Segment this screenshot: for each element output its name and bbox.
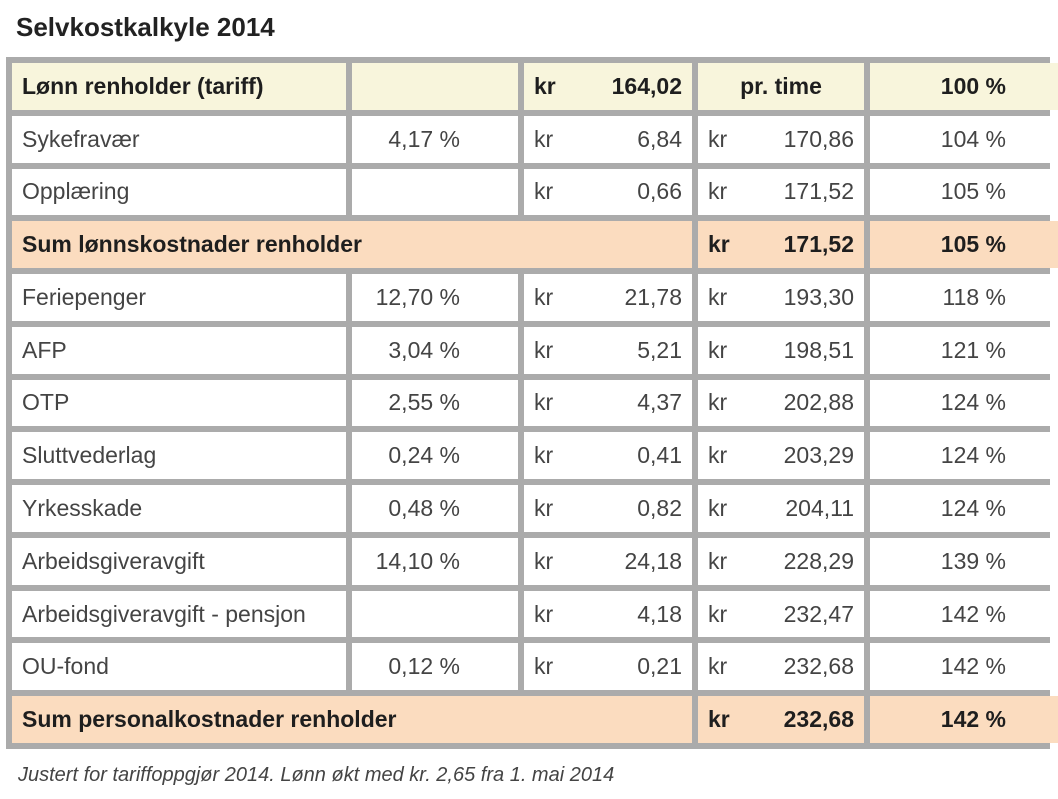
row-amount-cell <box>524 327 692 374</box>
header-label: Lønn renholder (tariff) <box>12 63 346 110</box>
row-label: Sykefravær <box>12 116 346 163</box>
row-cum-cell <box>698 380 864 427</box>
footnote: Justert for tariffoppgjør 2014. Lønn økt med kr. 2,65 fra 1. mai 2014 <box>18 764 615 786</box>
sum-total-cell <box>698 696 864 743</box>
sum-total-cell <box>698 221 864 268</box>
row-amount: 0,41 <box>637 442 682 469</box>
header-amount: 164,02 <box>611 72 682 99</box>
currency-label: kr <box>534 389 554 416</box>
row-pct: 124 % <box>870 485 1058 532</box>
row-cum-cell <box>698 116 864 163</box>
currency-label: kr <box>534 125 554 152</box>
header-amount-cell <box>524 63 692 110</box>
row-amount: 0,21 <box>637 653 682 680</box>
currency-label: kr <box>708 125 728 152</box>
row-pct: 104 % <box>870 116 1058 163</box>
row-amount-cell <box>524 591 692 638</box>
row-cum: 204,11 <box>785 495 854 522</box>
row-cum: 171,52 <box>783 178 854 205</box>
currency-label: kr <box>708 547 728 574</box>
currency-label: kr <box>708 495 728 522</box>
row-pct: 142 % <box>870 591 1058 638</box>
row-rate: 0,24 % <box>352 432 518 479</box>
sum-label: Sum personalkostnader renholder <box>12 696 692 743</box>
currency-label: kr <box>534 283 554 310</box>
currency-label: kr <box>708 600 728 627</box>
row-pct: 142 % <box>870 643 1058 690</box>
row-rate: 2,55 % <box>352 380 518 427</box>
row-pct: 139 % <box>870 538 1058 585</box>
row-label: Arbeidsgiveravgift - pensjon <box>12 591 346 638</box>
currency-label: kr <box>708 231 730 258</box>
currency-label: kr <box>708 389 728 416</box>
row-amount-cell <box>524 116 692 163</box>
row-amount: 6,84 <box>637 125 682 152</box>
header-pct: 100 % <box>870 63 1058 110</box>
row-label: OU-fond <box>12 643 346 690</box>
currency-label: kr <box>534 495 554 522</box>
row-amount: 4,37 <box>637 389 682 416</box>
row-amount: 0,82 <box>637 495 682 522</box>
cost-table <box>6 57 1050 749</box>
row-label: Feriepenger <box>12 274 346 321</box>
row-cum-cell <box>698 591 864 638</box>
sum-total: 232,68 <box>783 706 854 733</box>
row-pct: 124 % <box>870 380 1058 427</box>
row-amount-cell <box>524 643 692 690</box>
row-rate: 14,10 % <box>352 538 518 585</box>
row-cum: 198,51 <box>783 336 854 363</box>
row-amount-cell <box>524 485 692 532</box>
currency-label: kr <box>534 442 554 469</box>
sum-pct: 105 % <box>870 221 1058 268</box>
currency-label: kr <box>708 653 728 680</box>
row-rate: 0,12 % <box>352 643 518 690</box>
row-cum: 232,68 <box>783 653 854 680</box>
row-cum: 228,29 <box>783 547 854 574</box>
page-title: Selvkostkalkyle 2014 <box>16 12 275 42</box>
row-cum: 203,29 <box>783 442 854 469</box>
row-amount: 4,18 <box>637 600 682 627</box>
header-unit: pr. time <box>698 63 864 110</box>
row-amount: 21,78 <box>624 283 682 310</box>
currency-label: kr <box>534 547 554 574</box>
row-label: Sluttvederlag <box>12 432 346 479</box>
header-empty-cell <box>352 63 518 110</box>
row-amount-cell <box>524 380 692 427</box>
row-rate: 12,70 % <box>352 274 518 321</box>
currency-label: kr <box>534 336 554 363</box>
row-label: Opplæring <box>12 169 346 216</box>
row-cum-cell <box>698 485 864 532</box>
row-cum-cell <box>698 643 864 690</box>
currency-label: kr <box>708 442 728 469</box>
row-cum-cell <box>698 432 864 479</box>
row-rate <box>352 169 518 216</box>
row-rate <box>352 591 518 638</box>
row-pct: 124 % <box>870 432 1058 479</box>
row-cum-cell <box>698 274 864 321</box>
row-pct: 121 % <box>870 327 1058 374</box>
row-amount: 0,66 <box>637 178 682 205</box>
row-amount-cell <box>524 274 692 321</box>
row-cum-cell <box>698 327 864 374</box>
row-rate: 0,48 % <box>352 485 518 532</box>
row-label: Arbeidsgiveravgift <box>12 538 346 585</box>
row-label: OTP <box>12 380 346 427</box>
currency-label: kr <box>534 72 556 99</box>
row-cum: 193,30 <box>783 283 854 310</box>
row-label: Yrkesskade <box>12 485 346 532</box>
row-label: AFP <box>12 327 346 374</box>
currency-label: kr <box>708 336 728 363</box>
row-cum-cell <box>698 538 864 585</box>
row-amount-cell <box>524 432 692 479</box>
row-amount: 24,18 <box>624 547 682 574</box>
sum-total: 171,52 <box>783 231 854 258</box>
currency-label: kr <box>534 653 554 680</box>
sum-label: Sum lønnskostnader renholder <box>12 221 692 268</box>
currency-label: kr <box>708 706 730 733</box>
row-pct: 105 % <box>870 169 1058 216</box>
currency-label: kr <box>708 283 728 310</box>
row-cum: 170,86 <box>783 125 854 152</box>
row-cum: 232,47 <box>783 600 854 627</box>
row-rate: 3,04 % <box>352 327 518 374</box>
row-amount: 5,21 <box>637 336 682 363</box>
row-cum-cell <box>698 169 864 216</box>
row-rate: 4,17 % <box>352 116 518 163</box>
currency-label: kr <box>708 178 728 205</box>
currency-label: kr <box>534 600 554 627</box>
row-amount-cell <box>524 169 692 216</box>
row-pct: 118 % <box>870 274 1058 321</box>
row-cum: 202,88 <box>783 389 854 416</box>
row-amount-cell <box>524 538 692 585</box>
sum-pct: 142 % <box>870 696 1058 743</box>
currency-label: kr <box>534 178 554 205</box>
